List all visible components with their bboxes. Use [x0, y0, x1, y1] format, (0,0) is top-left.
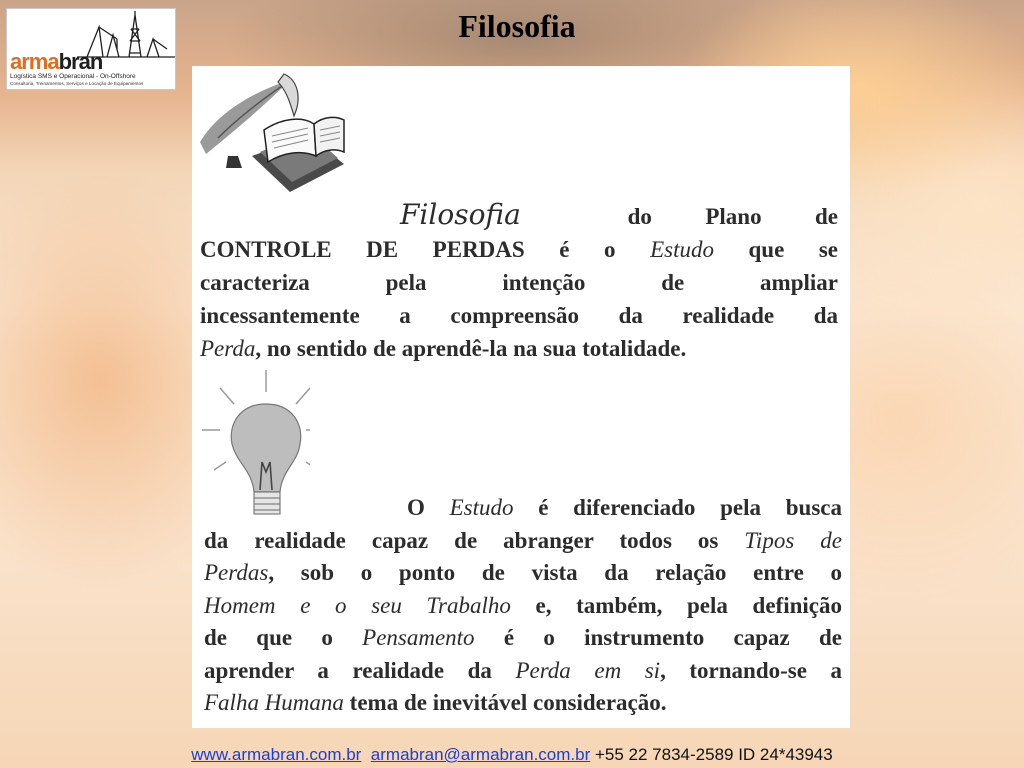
- paragraph2-italic: Perdas: [204, 560, 269, 585]
- paragraph1-text: caracteriza pela intenção de ampliar: [200, 270, 838, 295]
- paragraph1-line: [200, 299, 838, 332]
- paragraph2-line: [204, 557, 842, 590]
- paragraph1-text: incessantemente a compreensão da realidade da: [200, 303, 838, 328]
- paragraph1-text: , no sentido de aprendê-la na sua totalidade.: [255, 336, 687, 361]
- footer: [0, 744, 1024, 766]
- phone-text: +55 22 7834-2589 ID 24*43943: [594, 745, 833, 764]
- paragraph1-italic: Perda: [200, 336, 256, 361]
- paragraph2-line: [204, 590, 842, 623]
- paragraph2-line: [204, 525, 842, 558]
- paragraph2-italic: Homem e o seu Trabalho: [204, 592, 511, 618]
- paragraph2-italic: Pensamento: [362, 625, 475, 650]
- paragraph1-line: [200, 332, 838, 365]
- logo-word-bran: bran: [58, 49, 103, 74]
- paragraph2-text: aprender a realidade da: [204, 657, 516, 683]
- website-link[interactable]: www.armabran.com.br: [191, 745, 362, 764]
- paragraph2-text: é diferenciado pela busca: [513, 495, 843, 520]
- paragraph2-italic: Tipos de: [744, 527, 843, 553]
- paragraph1-line: [200, 266, 838, 299]
- paragraph2-text: de que o: [204, 625, 363, 650]
- paragraph2-text: e, também, pela definição: [510, 592, 842, 618]
- paragraph2-text: é o instrumento capaz de: [474, 625, 842, 650]
- logo-tagline: Logística SMS e Operacional - On-Offshore: [10, 73, 136, 80]
- logo-wordmark: [10, 51, 102, 73]
- paragraph1-text: que se: [713, 237, 839, 262]
- paragraph2-line: [204, 655, 842, 688]
- paragraph-study: [204, 492, 842, 720]
- paragraph2-line: [204, 687, 842, 720]
- logo-word-arma: arma: [10, 49, 59, 74]
- paragraph2-line: [204, 622, 842, 655]
- paragraph2-italic: Falha Humana: [204, 690, 344, 715]
- paragraph2-text: tema de inevitável consideração.: [343, 690, 667, 715]
- paragraph-philosophy: [200, 198, 838, 365]
- script-word-filosofia: Filosofia: [400, 198, 521, 231]
- paragraph1-italic: Estudo: [650, 237, 714, 262]
- paragraph1-line: [200, 233, 838, 266]
- paragraph2-text: O: [407, 495, 450, 520]
- logo-subtagline: Consultoria, Treinamentos, Serviços e Locação de Equipamentos: [10, 81, 144, 86]
- paragraph2-italic: Perda em si: [515, 657, 661, 683]
- paragraph1-line: [200, 198, 838, 233]
- paragraph1-text: CONTROLE DE PERDAS é o: [200, 237, 651, 262]
- paragraph2-line: [204, 492, 842, 525]
- paragraph2-text: da realidade capaz de abranger todos os: [204, 527, 745, 553]
- paragraph2-text: , tornando-se a: [660, 657, 842, 683]
- paragraph1-text: do Plano de: [627, 204, 838, 229]
- book-quill-icon: [198, 72, 348, 192]
- content-panel: [192, 66, 850, 728]
- paragraph2-text: , sob o ponto de vista da relação entre o: [268, 560, 842, 585]
- email-link[interactable]: armabran@armabran.com.br: [370, 745, 591, 764]
- slide-title: Filosofia: [458, 8, 576, 44]
- paragraph2-italic: Estudo: [449, 495, 514, 520]
